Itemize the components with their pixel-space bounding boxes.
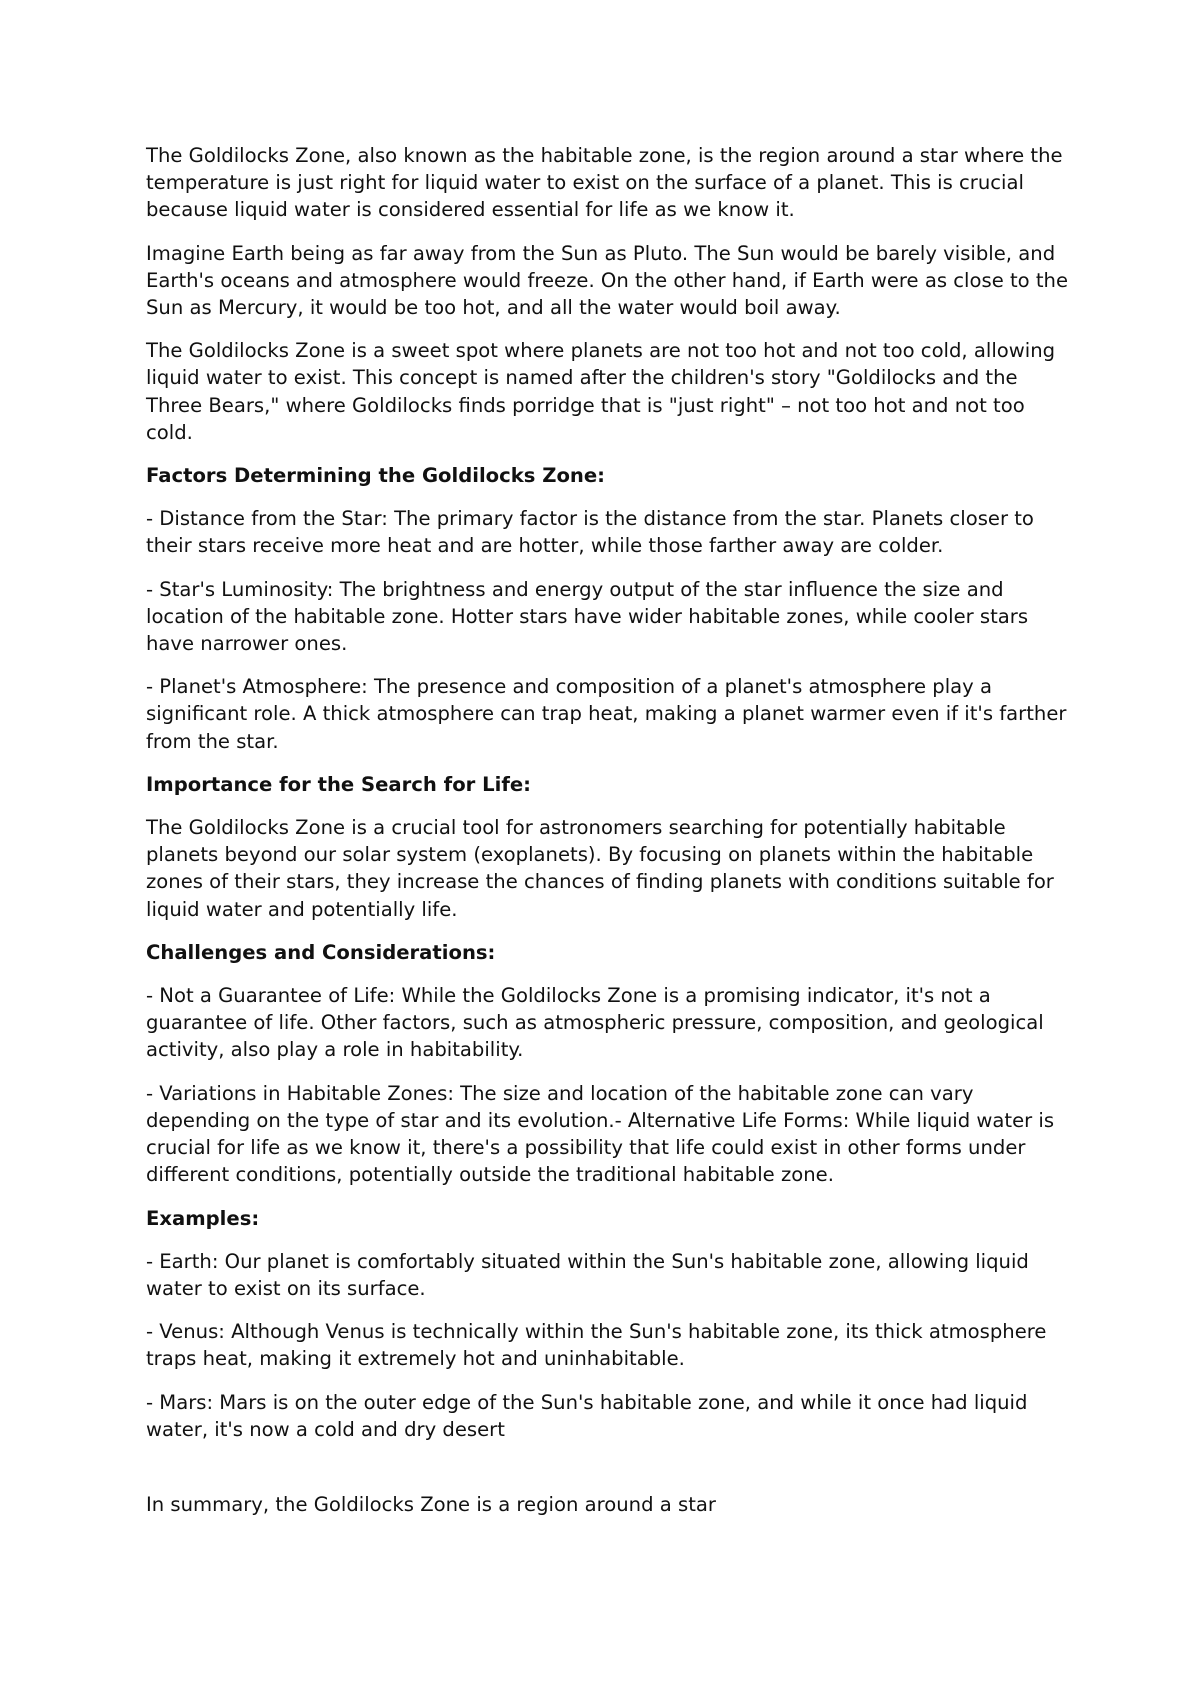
document-page xyxy=(146,142,1076,1534)
importance-paragraph: The Goldilocks Zone is a crucial tool for astronomers searching for potentially habitable planets beyond our solar system (exoplanets). By focusing on planets within the habitable zones of their stars, they increase the chances of finding planets with conditions suitable for liquid water and potentially life. xyxy=(146,816,1054,921)
factors-heading: Factors Determining the Goldilocks Zone: xyxy=(146,464,605,488)
factor-distance: - Distance from the Star: The primary factor is the distance from the star. Planets closer to their stars receive more heat and are hotter, while those farther away are colder. xyxy=(146,507,1034,558)
challenge-not-guarantee: - Not a Guarantee of Life: While the Goldilocks Zone is a promising indicator, it's not a guarantee of life. Other factors, such as atmospheric pressure, composition, and geological activity, also play a role in habitability. xyxy=(146,984,1044,1062)
factor-atmosphere: - Planet's Atmosphere: The presence and composition of a planet's atmosphere play a significant role. A thick atmosphere can trap heat, making a planet warmer even if it's farther from the star. xyxy=(146,675,1067,753)
example-venus: - Venus: Although Venus is technically within the Sun's habitable zone, its thick atmosphere traps heat, making it extremely hot and uninhabitable. xyxy=(146,1320,1047,1371)
example-earth: - Earth: Our planet is comfortably situated within the Sun's habitable zone, allowing liquid water to exist on its surface. xyxy=(146,1249,1029,1300)
example-mars: - Mars: Mars is on the outer edge of the Sun's habitable zone, and while it once had liquid water, it's now a cold and dry desert xyxy=(146,1390,1028,1441)
challenges-heading: Challenges and Considerations: xyxy=(146,940,496,964)
importance-heading: Importance for the Search for Life: xyxy=(146,772,532,796)
challenge-variations: - Variations in Habitable Zones: The size and location of the habitable zone can vary depending on the type of star and its evolution.- Alternative Life Forms: While liquid water is crucial for life as we know it, there's a possibility that life could exist in other forms under different conditions, potentially outside the traditional habitable zone. xyxy=(146,1081,1055,1187)
factor-luminosity: - Star's Luminosity: The brightness and energy output of the star influence the size and location of the habitable zone. Hotter stars have wider habitable zones, while cooler stars have narrower ones. xyxy=(146,577,1029,656)
earth-distance-paragraph: Imagine Earth being as far away from the Sun as Pluto. The Sun would be barely visible, and Earth's oceans and atmosphere would freeze. On the other hand, if Earth were as close to the Sun as Mercury, it would be too hot, and all the water would boil away. xyxy=(146,241,1069,320)
summary-paragraph: In summary, the Goldilocks Zone is a region around a star xyxy=(146,1492,716,1516)
sweet-spot-paragraph: The Goldilocks Zone is a sweet spot where planets are not too hot and not too cold, allowing liquid water to exist. This concept is named after the children's story "Goldilocks and the Three Bears," where Goldilocks finds porridge that is "just right" – not too hot and not too cold. xyxy=(146,339,1056,444)
intro-paragraph: The Goldilocks Zone, also known as the habitable zone, is the region around a star where the temperature is just right for liquid water to exist on the surface of a planet. This is crucial because liquid water is considered essential for life as we know it. xyxy=(146,144,1063,222)
examples-heading: Examples: xyxy=(146,1206,260,1230)
